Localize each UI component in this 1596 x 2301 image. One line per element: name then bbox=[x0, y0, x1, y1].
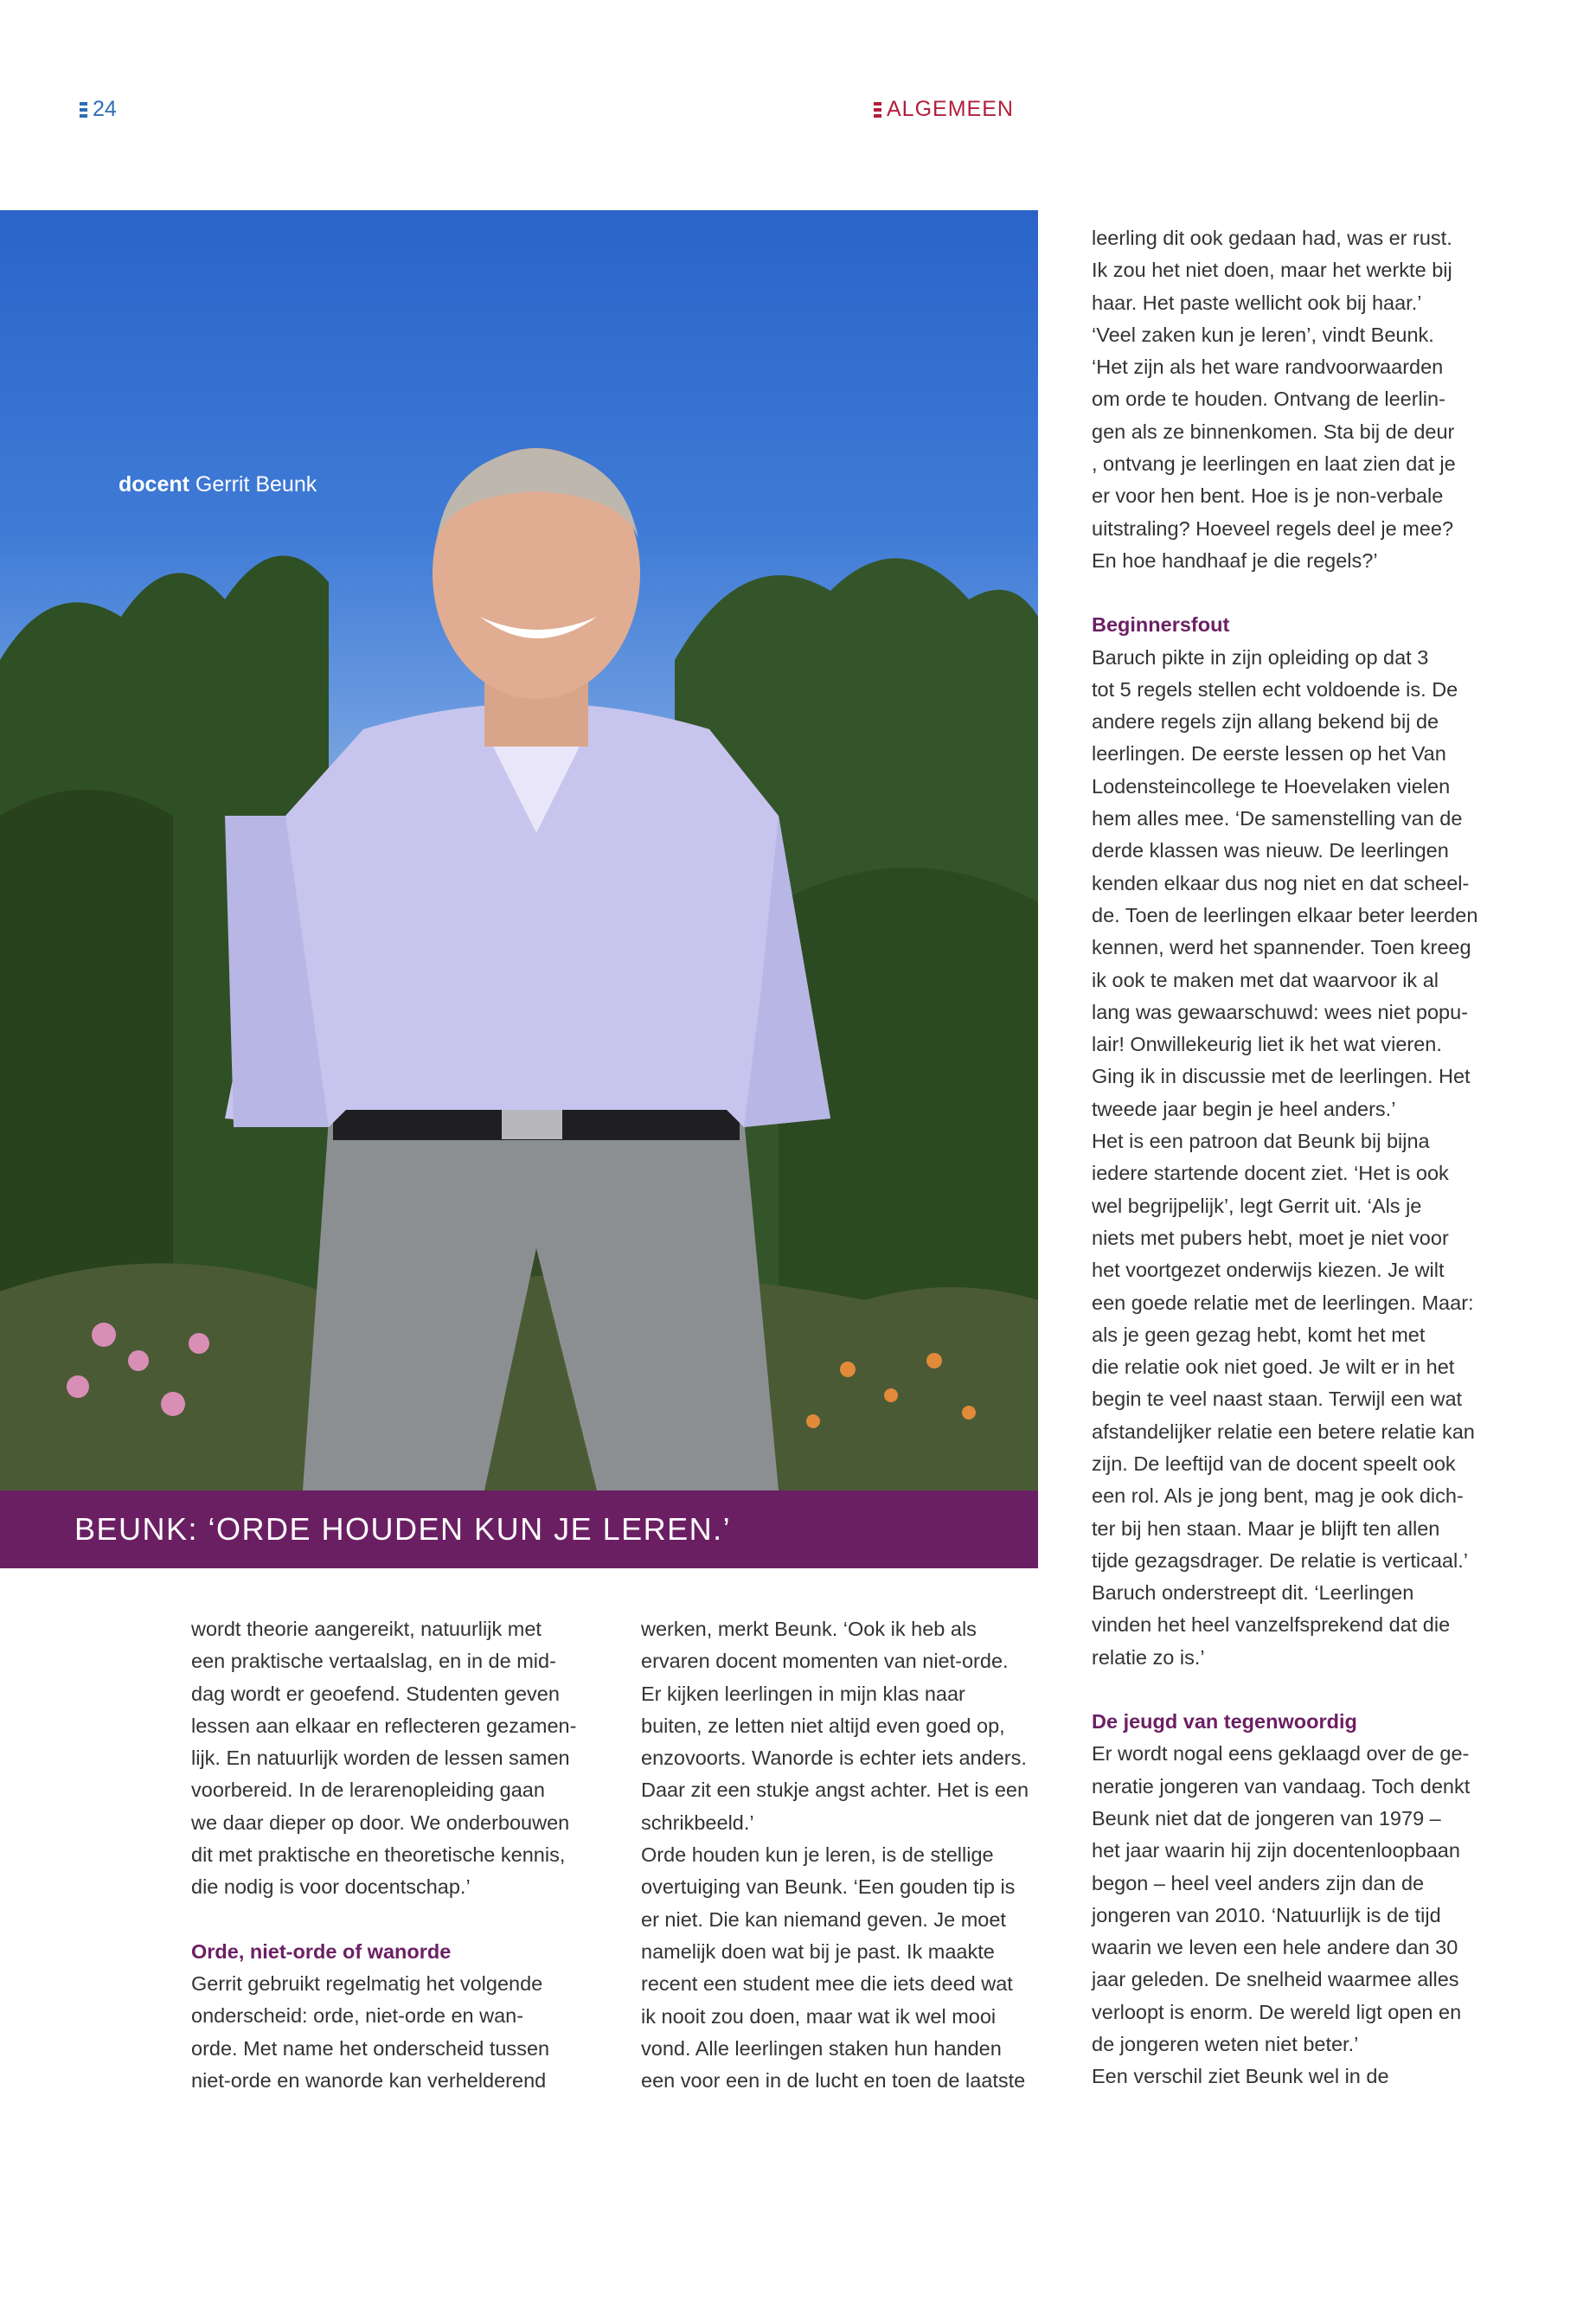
text-line: om orde te houden. Ontvang de leerlin- bbox=[1092, 388, 1445, 411]
text-line: verloopt is enorm. De wereld ligt open en bbox=[1092, 2000, 1462, 2023]
text-line: afstandelijker relatie een betere relatie kan bbox=[1092, 1420, 1475, 1443]
text-line: Er kijken leerlingen in mijn klas naar bbox=[641, 1682, 965, 1705]
text-line: voorbereid. In de lerarenopleiding gaan bbox=[191, 1779, 545, 1802]
text-line: ‘Veel zaken kun je leren’, vindt Beunk. bbox=[1092, 323, 1434, 346]
section-heading: Beginnersfout bbox=[1092, 613, 1230, 637]
text-line: uitstraling? Hoeveel regels deel je mee? bbox=[1092, 516, 1454, 540]
text-line: dit met praktische en theoretische kennis, bbox=[191, 1843, 566, 1867]
section-heading: Orde, niet-orde of wanorde bbox=[191, 1939, 452, 1963]
text-line: vinden het heel vanzelfsprekend dat die bbox=[1092, 1613, 1451, 1637]
section-heading: De jeugd van tegenwoordig bbox=[1092, 1710, 1357, 1734]
text-line: iedere startende docent ziet. ‘Het is ook bbox=[1092, 1162, 1449, 1185]
text-line: jongeren van 2010. ‘Natuurlijk is de tijd bbox=[1092, 1903, 1441, 1926]
page-number-text: 24 bbox=[93, 97, 117, 121]
text-line: ter bij hen staan. Maar je blijft ten allen bbox=[1092, 1516, 1440, 1540]
section-bars-icon bbox=[874, 102, 881, 118]
text-line: we daar dieper op door. We onderbouwen bbox=[191, 1811, 570, 1834]
text-line: het jaar waarin hij zijn docentenloopbaan bbox=[1092, 1839, 1460, 1862]
text-line: Een verschil ziet Beunk wel in de bbox=[1092, 2065, 1389, 2088]
text-line: Lodensteincollege te Hoevelaken vielen bbox=[1092, 774, 1451, 798]
text-line: werken, merkt Beunk. ‘Ook ik heb als bbox=[641, 1618, 977, 1640]
text-line: er niet. Die kan niemand geven. Je moet bbox=[641, 1907, 1006, 1931]
text-line: derde klassen was nieuw. De leerlingen bbox=[1092, 839, 1449, 862]
text-line: enzovoorts. Wanorde is echter iets anders. bbox=[641, 1747, 1027, 1770]
text-line: ik ook te maken met dat waarvoor ik al bbox=[1092, 968, 1439, 991]
text-line: schrikbeeld.’ bbox=[641, 1811, 754, 1834]
text-line: niets met pubers hebt, moet je niet voor bbox=[1092, 1226, 1449, 1249]
text-line: het voortgezet onderwijs kiezen. Je wilt bbox=[1092, 1259, 1445, 1282]
text-line: een rol. Als je jong bent, mag je ook dich- bbox=[1092, 1484, 1464, 1508]
text-line: zijn. De leeftijd van de docent speelt ook bbox=[1092, 1452, 1456, 1475]
pull-quote-text: BEUNK: ‘ORDE HOUDEN KUN JE LEREN.’ bbox=[74, 1511, 732, 1547]
text-column-2 bbox=[641, 1613, 1039, 2097]
text-line: dag wordt er geoefend. Studenten geven bbox=[191, 1682, 560, 1705]
text-line: die relatie ook niet goed. Je wilt er in het bbox=[1092, 1356, 1455, 1379]
text-line: Orde houden kun je leren, is de stellige bbox=[641, 1843, 994, 1867]
text-line: leerling dit ook gedaan had, was er rust. bbox=[1092, 227, 1452, 249]
portrait-illustration bbox=[0, 210, 1038, 1490]
text-line: En hoe handhaaf je die regels?’ bbox=[1092, 548, 1378, 572]
text-column-1 bbox=[191, 1613, 589, 2097]
text-line: jaar geleden. De snelheid waarmee alles bbox=[1092, 1968, 1459, 1991]
text-line: lessen aan elkaar en reflecteren gezamen- bbox=[191, 1714, 577, 1737]
text-line: buiten, ze letten niet altijd even goed op, bbox=[641, 1714, 1005, 1737]
text-line: relatie zo is.’ bbox=[1092, 1645, 1205, 1669]
text-line: die nodig is voor docentschap.’ bbox=[191, 1875, 471, 1899]
text-line: begon – heel veel anders zijn dan de bbox=[1092, 1871, 1425, 1894]
text-line: lair! Onwillekeurig liet ik het wat vieren. bbox=[1092, 1033, 1442, 1056]
text-line: Baruch pikte in zijn opleiding op dat 3 bbox=[1092, 645, 1429, 669]
text-line: een voor een in de lucht en toen de laatste bbox=[641, 2069, 1026, 2093]
text-line: wel begrijpelijk’, legt Gerrit uit. ‘Als je bbox=[1092, 1194, 1422, 1217]
text-line: andere regels zijn allang bekend bij de bbox=[1092, 710, 1439, 734]
text-line: ‘Het zijn als het ware randvoorwaarden bbox=[1092, 356, 1444, 379]
text-line: neratie jongeren van vandaag. Toch denkt bbox=[1092, 1774, 1471, 1798]
text-line: vond. Alle leerlingen staken hun handen bbox=[641, 2036, 1002, 2060]
text-line: Beunk niet dat de jongeren van 1979 – bbox=[1092, 1806, 1441, 1830]
text-line: Daar zit een stukje angst achter. Het is een bbox=[641, 1779, 1029, 1802]
pull-quote-banner bbox=[0, 1490, 1038, 1568]
text-line: tot 5 regels stellen echt voldoende is. De bbox=[1092, 677, 1458, 701]
paragraph bbox=[641, 1613, 1039, 2097]
paragraph bbox=[1092, 222, 1490, 577]
section-label-text: ALGEMEEN bbox=[887, 97, 1014, 121]
text-line: Het is een patroon dat Beunk bij bijna bbox=[1092, 1130, 1430, 1153]
text-line: de. Toen de leerlingen elkaar beter leerden bbox=[1092, 903, 1478, 926]
portrait-photo bbox=[0, 210, 1038, 1490]
text-line: ervaren docent momenten van niet-orde. bbox=[641, 1650, 1009, 1673]
caption-role: docent bbox=[119, 472, 189, 497]
paragraph bbox=[191, 1613, 589, 1904]
text-line: namelijk doen wat bij je past. Ik maakte bbox=[641, 1939, 995, 1963]
text-line: lijk. En natuurlijk worden de lessen samen bbox=[191, 1747, 570, 1770]
text-line: begin te veel naast staan. Terwijl een wat bbox=[1092, 1388, 1463, 1411]
text-line: hem alles mee. ‘De samenstelling van de bbox=[1092, 807, 1463, 830]
text-line: overtuiging van Beunk. ‘Een gouden tip is bbox=[641, 1875, 1016, 1899]
section-label bbox=[874, 97, 1014, 122]
text-line: de jongeren weten niet beter.’ bbox=[1092, 2033, 1359, 2056]
text-line: een goede relatie met de leerlingen. Maar: bbox=[1092, 1291, 1474, 1314]
text-line: tweede jaar begin je heel anders.’ bbox=[1092, 1097, 1396, 1120]
text-line: orde. Met name het onderscheid tussen bbox=[191, 2036, 550, 2060]
text-line: waarin we leven een hele andere dan 30 bbox=[1092, 1936, 1458, 1959]
text-column-3 bbox=[1092, 222, 1490, 2093]
text-line: haar. Het paste wellicht ook bij haar.’ bbox=[1092, 291, 1422, 314]
text-line: onderscheid: orde, niet-orde en wan- bbox=[191, 2004, 524, 2028]
paragraph bbox=[1092, 642, 1490, 1675]
text-line: Baruch onderstreept dit. ‘Leerlingen bbox=[1092, 1581, 1414, 1605]
page-number bbox=[80, 97, 117, 122]
text-line: een praktische vertaalslag, en in de mid- bbox=[191, 1650, 556, 1673]
caption-name: Gerrit Beunk bbox=[195, 472, 317, 497]
text-line: Gerrit gebruikt regelmatig het volgende bbox=[191, 1971, 543, 1995]
text-line: lang was gewaarschuwd: wees niet popu- bbox=[1092, 1000, 1469, 1023]
text-line: gen als ze binnenkomen. Sta bij de deur bbox=[1092, 420, 1455, 443]
text-line: recent een student mee die iets deed wat bbox=[641, 1972, 1013, 1996]
text-line: kennen, werd het spannender. Toen kreeg bbox=[1092, 936, 1471, 959]
text-line: als je geen gezag hebt, komt het met bbox=[1092, 1323, 1426, 1346]
text-line: er voor hen bent. Hoe is je non-verbale bbox=[1092, 484, 1444, 508]
section-bars-icon bbox=[80, 102, 87, 118]
text-line: kenden elkaar dus nog niet en dat scheel- bbox=[1092, 871, 1470, 894]
text-line: Er wordt nogal eens geklaagd over de ge- bbox=[1092, 1742, 1470, 1766]
paragraph bbox=[1092, 1738, 1490, 2093]
text-line: ik nooit zou doen, maar wat ik wel mooi bbox=[641, 2004, 997, 2028]
text-line: Ging ik in discussie met de leerlingen. Het bbox=[1092, 1065, 1471, 1088]
text-line: leerlingen. De eerste lessen op het Van bbox=[1092, 742, 1446, 766]
text-line: wordt theorie aangereikt, natuurlijk met bbox=[191, 1618, 542, 1640]
text-line: niet-orde en wanorde kan verhelderend bbox=[191, 2068, 547, 2092]
text-line: Ik zou het niet doen, maar het werkte bij bbox=[1092, 259, 1452, 282]
text-line: , ontvang je leerlingen en laat zien dat je bbox=[1092, 452, 1456, 476]
text-line: tijde gezagsdrager. De relatie is verticaal.’ bbox=[1092, 1548, 1468, 1572]
paragraph bbox=[191, 1968, 589, 2097]
photo-caption bbox=[119, 472, 317, 497]
